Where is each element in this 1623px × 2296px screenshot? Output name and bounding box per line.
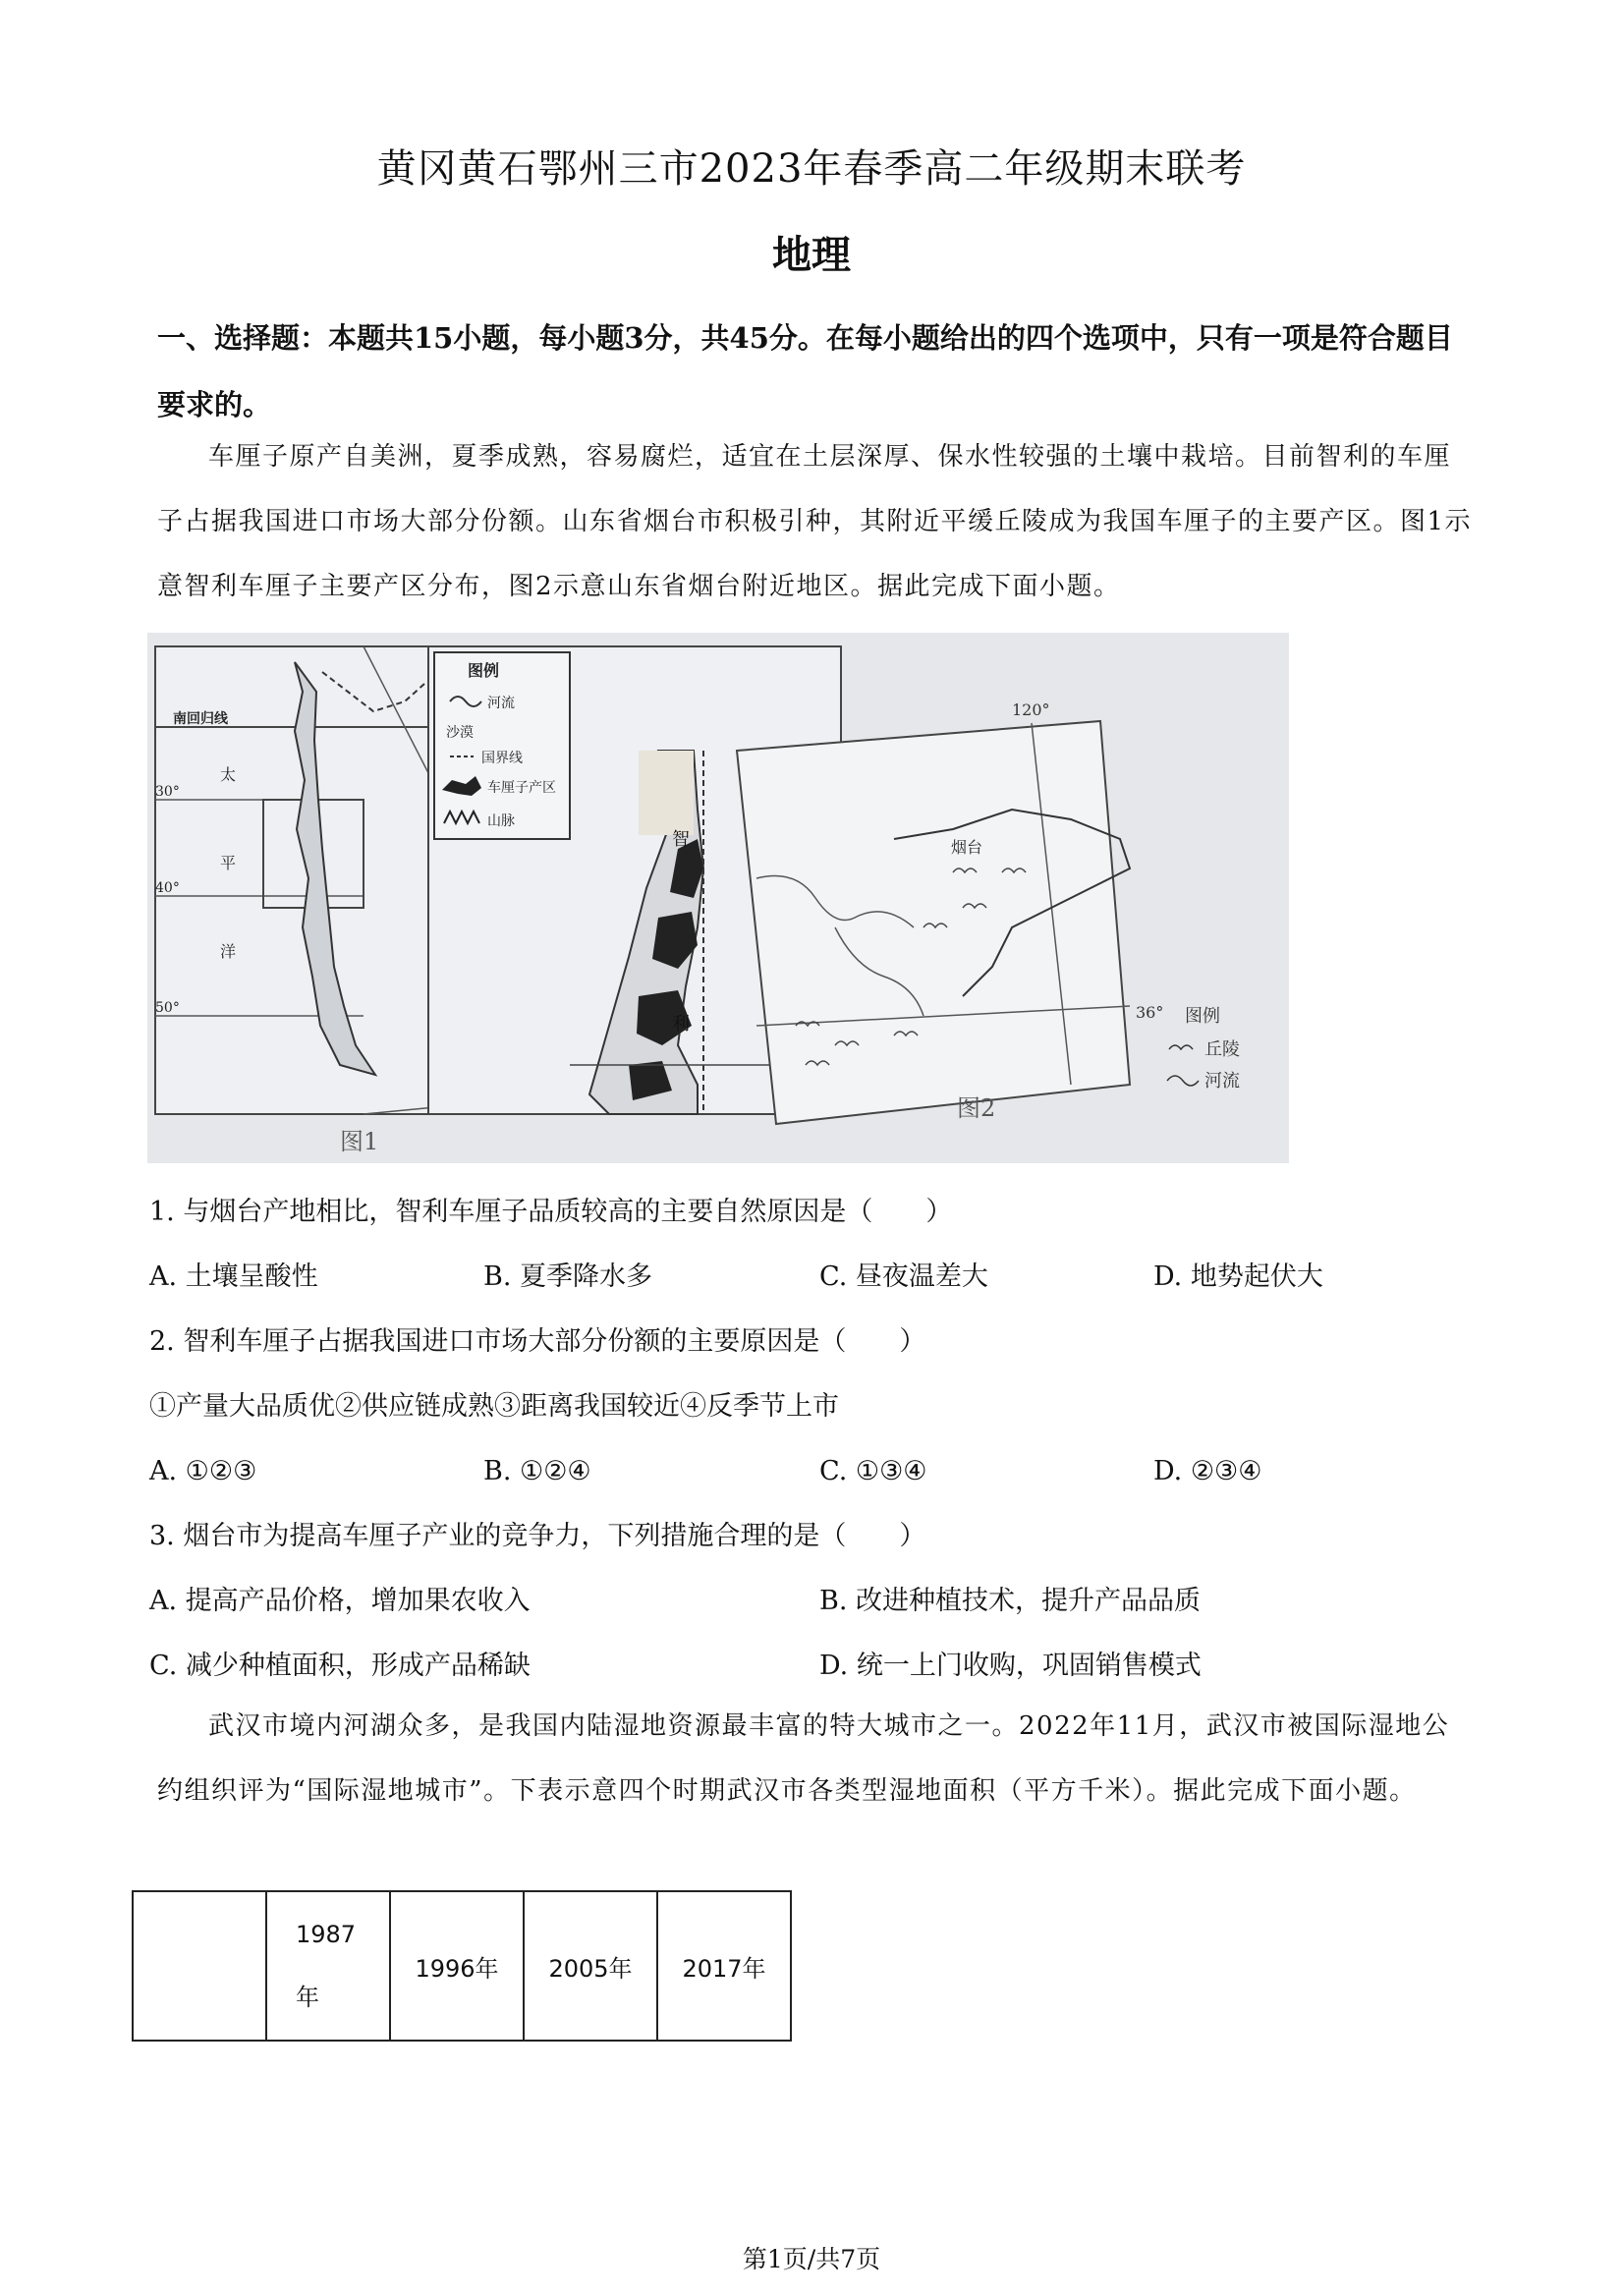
q1-option-c[interactable]: C. 昼夜温差大: [819, 1261, 988, 1292]
passage-wuhan: 武汉市境内河湖众多，是我国内陆湿地资源最丰富的特大城市之一。2022年11月，武汉市被国际湿地公约组织评为“国际湿地城市”。下表示意四个时期武汉市各类型湿地面积（平方千米）。据此完成下面小题。: [157, 1711, 1450, 1806]
page-footer: 第1页/共7页: [742, 2245, 881, 2273]
legend1-border: 国界线: [481, 751, 523, 766]
ocean-char-3: 洋: [220, 942, 237, 961]
table-year-2017: 2017年: [657, 1891, 791, 2041]
city-label: 烟台: [951, 838, 983, 857]
q1-option-d[interactable]: D. 地势起伏大: [1153, 1261, 1323, 1292]
fig1-caption: 图1: [340, 1128, 379, 1155]
table-corner-cell: [133, 1891, 266, 2041]
legend1-mountain: 山脉: [487, 813, 515, 829]
country-char-2: 利: [672, 1014, 690, 1035]
table-year-2005: 2005年: [524, 1891, 657, 2041]
legend1-title: 图例: [468, 661, 500, 680]
ocean-char-1: 太: [220, 765, 237, 784]
legend1-box: [434, 652, 570, 839]
q2-option-b[interactable]: B. ①②④: [483, 1456, 591, 1486]
lat-label-50: 50°: [155, 1000, 180, 1016]
q2-option-d[interactable]: D. ②③④: [1153, 1456, 1262, 1486]
lat2-label: 36°: [1136, 1003, 1164, 1022]
legend1-cherry: 车厘子产区: [487, 780, 556, 796]
lon-label: 120°: [1012, 700, 1050, 719]
legend-river2-icon: [1167, 1076, 1199, 1086]
legend1-river: 河流: [487, 696, 515, 711]
tropic-label: 南回归线: [173, 711, 228, 727]
map-figure-svg: [147, 633, 1289, 1163]
q3-option-a[interactable]: A. 提高产品价格，增加果农收入: [149, 1586, 531, 1616]
fig2-frame: [737, 721, 1130, 1124]
desert-zone: [639, 751, 694, 835]
q2-option-c[interactable]: C. ①③④: [819, 1456, 927, 1486]
question-1-stem: 1. 与烟台产地相比，智利车厘子品质较高的主要自然原因是（ ）: [149, 1197, 953, 1227]
lat-label-40: 40°: [155, 880, 180, 896]
question-2-items: ①产量大品质优②供应链成熟③距离我国较近④反季节上市: [149, 1391, 839, 1422]
year-1987-text: 1987年: [296, 1921, 357, 2011]
question-3-stem: 3. 烟台市为提高车厘子产业的竞争力，下列措施合理的是（ ）: [149, 1521, 926, 1551]
exam-title: 黄冈黄石鄂州三市2023年春季高二年级期末联考: [376, 146, 1247, 192]
q3-option-b[interactable]: B. 改进种植技术，提升产品品质: [819, 1586, 1202, 1616]
table-year-1987: [266, 1891, 390, 2041]
section-heading: 一、选择题：本题共15小题，每小题3分，共45分。在每小题给出的四个选项中，只有一项是符合题目要求的。: [157, 321, 1453, 421]
lat-label-30: 30°: [155, 784, 180, 800]
legend2-river: 河流: [1204, 1071, 1240, 1092]
fig2-caption: 图2: [957, 1094, 996, 1122]
q3-option-c[interactable]: C. 减少种植面积，形成产品稀缺: [149, 1651, 531, 1681]
legend2-hill: 丘陵: [1204, 1039, 1240, 1060]
subject-title: 地理: [772, 232, 851, 278]
legend-hill-icon: [1169, 1045, 1193, 1049]
map-figure: [147, 633, 1289, 1163]
q1-option-a[interactable]: A. 土壤呈酸性: [149, 1261, 318, 1292]
country-char-1: 智: [672, 829, 690, 850]
wetland-table: [132, 1890, 792, 2042]
legend2-title: 图例: [1185, 1006, 1220, 1027]
legend1-desert: 沙漠: [446, 725, 474, 741]
table-year-1996: 1996年: [390, 1891, 524, 2041]
q1-option-b[interactable]: B. 夏季降水多: [483, 1261, 653, 1292]
ocean-char-2: 平: [220, 854, 237, 872]
q3-option-d[interactable]: D. 统一上门收购，巩固销售模式: [819, 1651, 1202, 1681]
table-header-row: [133, 1891, 791, 2041]
q2-option-a[interactable]: A. ①②③: [149, 1456, 257, 1486]
passage-cherry: 车厘子原产自美洲，夏季成熟，容易腐烂，适宜在土层深厚、保水性较强的土壤中栽培。目前智利的车厘子占据我国进口市场大部分份额。山东省烟台市积极引种，其附近平缓丘陵成为我国车厘子的主要产区。图1示意智利车厘子主要产区分布，图2示意山东省烟台附近地区。据此完成下面小题。: [157, 442, 1473, 601]
question-2-stem: 2. 智利车厘子占据我国进口市场大部分份额的主要原因是（ ）: [149, 1326, 926, 1357]
